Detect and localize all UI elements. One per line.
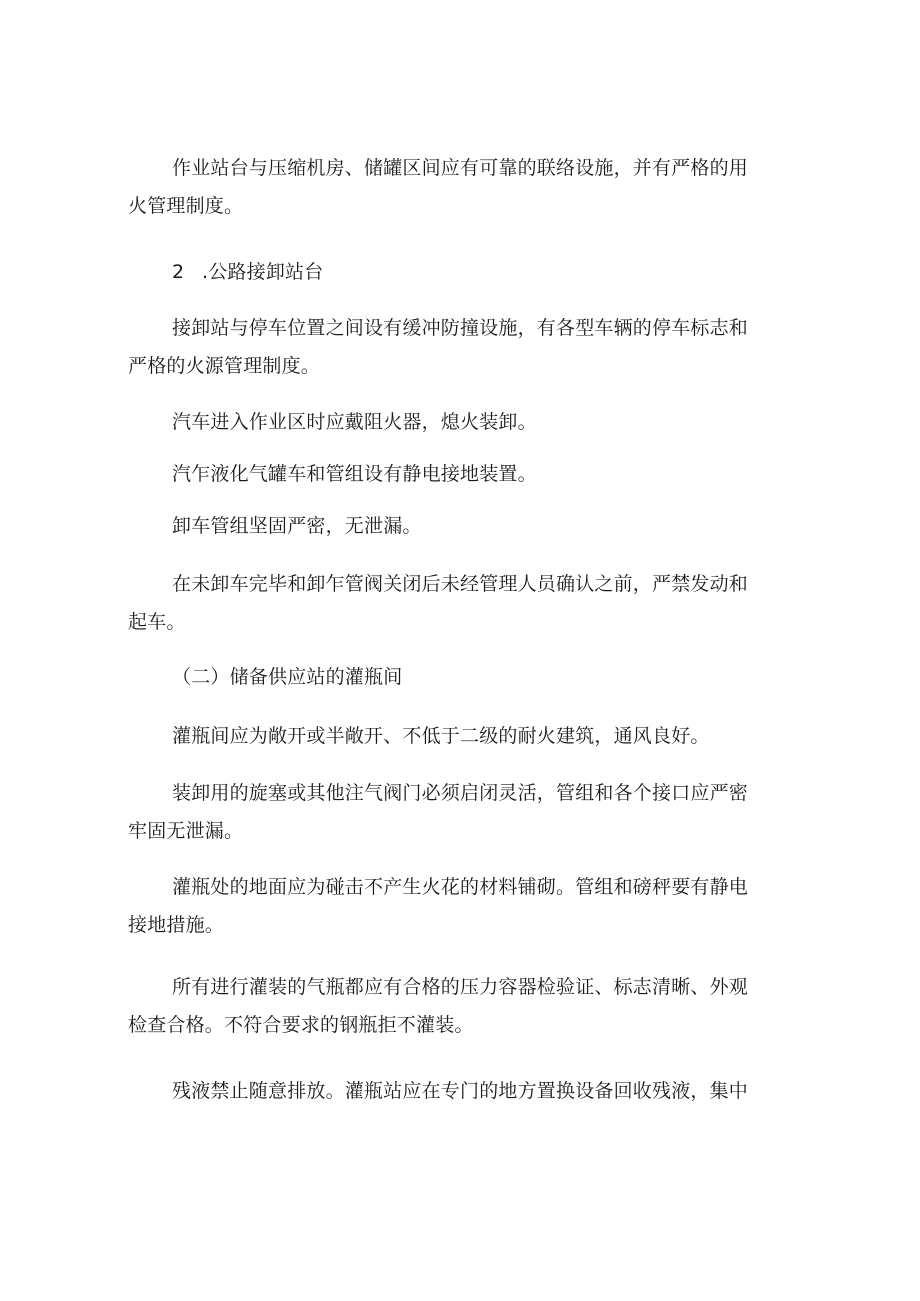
paragraph-line: 作业站台与压缩机房、储罐区间应有可靠的联络设施，并有严格的用: [172, 157, 749, 179]
paragraph-cylinder-inspection: [128, 968, 788, 1044]
section-heading-filling-room: （二）储备供应站的灌瓶间: [172, 666, 403, 688]
paragraph-line: 装卸用的旋塞或其他注气阀门必须启闭灵活，管组和各个接口应严密: [172, 782, 749, 804]
paragraph-line: 检查合格。不符合要求的钢瓶拒不灌装。: [128, 1014, 474, 1036]
paragraph-line: 在未卸车完毕和卸乍管阀关闭后未经管理人员确认之前，严禁发动和: [172, 573, 749, 595]
paragraph-residual-liquid: 残液禁止随意排放。灌瓶站应在专门的地方置换设备回收残液，集中: [172, 1080, 749, 1102]
paragraph-line: 灌瓶处的地面应为碰击不产生火花的材料铺砌。管组和磅秤要有静电: [172, 876, 749, 898]
paragraph-floor-material: [128, 868, 788, 944]
paragraph-valves: [128, 774, 788, 850]
paragraph-flame-arrester: 汽车进入作业区时应戴阻火器，熄火装卸。: [172, 411, 537, 433]
paragraph-no-start-before-confirm: [128, 565, 788, 641]
paragraph-line: 严格的火源管理制度。: [128, 355, 321, 377]
paragraph-buffer-facilities: [128, 309, 788, 385]
section-title: .公路接卸站台: [202, 261, 324, 283]
paragraph-line: 火管理制度。: [128, 195, 244, 217]
paragraph-static-grounding: 汽乍液化气罐车和管组设有静电接地装置。: [172, 463, 537, 485]
paragraph-open-building: 灌瓶间应为敞开或半敞开、不低于二级的耐火建筑，通风良好。: [172, 725, 710, 747]
paragraph-line: 牢固无泄漏。: [128, 820, 244, 842]
section-heading-road-unloading: [172, 253, 323, 291]
section-number: 2: [172, 261, 185, 283]
paragraph-line: 接地措施。: [128, 914, 225, 936]
paragraph-line: 起车。: [128, 611, 186, 633]
paragraph-line: 所有进行灌装的气瓶都应有合格的压力容器检验证、标志清晰、外观: [172, 976, 749, 998]
paragraph-line: 接卸站与停车位置之间设有缓冲防撞设施，有各型车辆的停车标志和: [172, 317, 749, 339]
paragraph-communication-facilities: [128, 149, 788, 225]
paragraph-no-leakage: 卸车管组坚固严密，无泄漏。: [172, 515, 422, 537]
